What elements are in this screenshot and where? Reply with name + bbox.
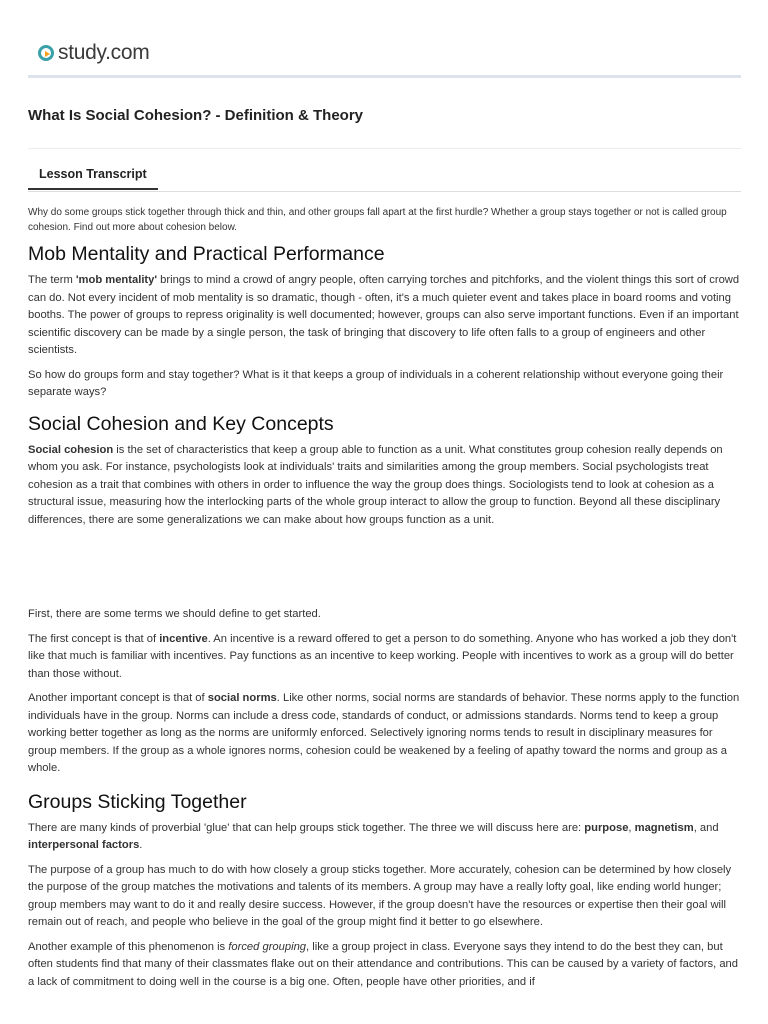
study-logo[interactable] [38,41,149,65]
blank-space [28,536,741,606]
tab-lesson-transcript[interactable]: Lesson Transcript [28,163,158,190]
section-heading-mob-mentality: Mob Mentality and Practical Performance [28,243,385,265]
paragraph: First, there are some terms we should define to get started. [28,608,321,620]
key-term: 'mob mentality' [75,274,158,286]
paragraph: There are many kinds of proverbial 'glue' that can help groups stick together. The three we will discuss here are: purpose, magnetism, and interpersonal factors. [28,821,719,851]
paragraph: The first concept is that of incentive. An incentive is a reward offered to get a person to do something. Anyone who has worked a job they don't like that much is familiar with incentives. Pay functions as an incentive to keep working. People with incentives to work as a group will do better than those without. [28,632,737,680]
emphasized-term: forced grouping [228,940,307,953]
play-circle-icon [38,45,54,61]
key-term: interpersonal factors [28,839,140,851]
intro-text: Why do some groups stick together through thick and thin, and other groups fall apart at the first hurdle? Whether a group stays together or not is called group cohesion. Find out more about cohesion below. [28,207,727,233]
paragraph: The purpose of a group has much to do with how closely a group sticks together. More accurately, cohesion can be determined by how closely the purpose of the group matches the motivations and talents of its members. A group may have a really lofty goal, like ending world hunger; group members may want to do it and really desire success. However, if the group doesn't have the resources or expertise then their goal will remain out of reach, and people who believe in the goal of the group might find it better to go elsewhere. [28,863,732,928]
logo-text: study.com [58,41,150,64]
site-header [28,36,741,72]
page-title: What Is Social Cohesion? - Definition & Theory [28,107,364,124]
key-term: incentive [159,632,208,645]
paragraph: The term 'mob mentality' brings to mind a crowd of angry people, often carrying torches and pitchforks, and the violent things this sort of crowd can do. Not every incident of mob mentality is so dramatic, though - often, it's a much quieter event and takes place in board rooms and voting booths. The power of groups to repress originality is well documented; however, groups can also serve important functions. Even if an important scientific discovery can be made by a single person, the task of bringing that discovery to life often falls to a group of engineers and other scientists. [28,274,740,356]
key-term: social norms [207,692,277,704]
paragraph: So how do groups form and stay together? What is it that keeps a group of individuals in a coherent relationship without everyone going their separate ways? [28,368,724,398]
key-term: purpose [584,821,629,834]
transcript-content [28,205,741,998]
paragraph: Social cohesion is the set of characteristics that keep a group able to function as a unit. What constitutes group cohesion really depends on whom you ask. For instance, psychologists look at individuals' traits and similarities among the group members. Social psychologists treat cohesion as a trait that combines with others in order to influence the way the group does things. Sociologists tend to look at cohesion as a structural issue, measuring how the interlocking parts of the whole group interact to allow the group to function. Beyond all these disciplinary differences, there are some generalizations we can make about how groups function as a unit. [28,443,723,526]
title-divider [28,148,741,149]
header-divider [28,75,741,78]
section-heading-groups-sticking: Groups Sticking Together [28,790,247,813]
paragraph: Another important concept is that of social norms. Like other norms, social norms are standards of behavior. These norms apply to the function individuals have in the group. Norms can include a dress code, standards of conduct, or admissions standards. Norms tend to keep a group working better together as long as the norms are uniformly enforced. Selectively ignoring norms tends to result in disciplinary measures for group members. If the group as a whole ignores norms, cohesion could be weakened by a feeling of apathy toward the norms and group as a whole. [28,692,740,774]
key-term: Social cohesion [28,443,114,456]
key-term: magnetism [634,821,694,834]
tab-bar [28,163,741,192]
paragraph: Another example of this phenomenon is forced grouping, like a group project in class. Everyone says they intend to do the best they can, but often students find that many of their classmates flake out on their attendance and contributions. This can be caused by a variety of factors, and a lack of commitment to doing well in the course is a big one. Often, people have other priorities, and if [28,940,738,988]
section-heading-social-cohesion: Social Cohesion and Key Concepts [28,412,334,435]
